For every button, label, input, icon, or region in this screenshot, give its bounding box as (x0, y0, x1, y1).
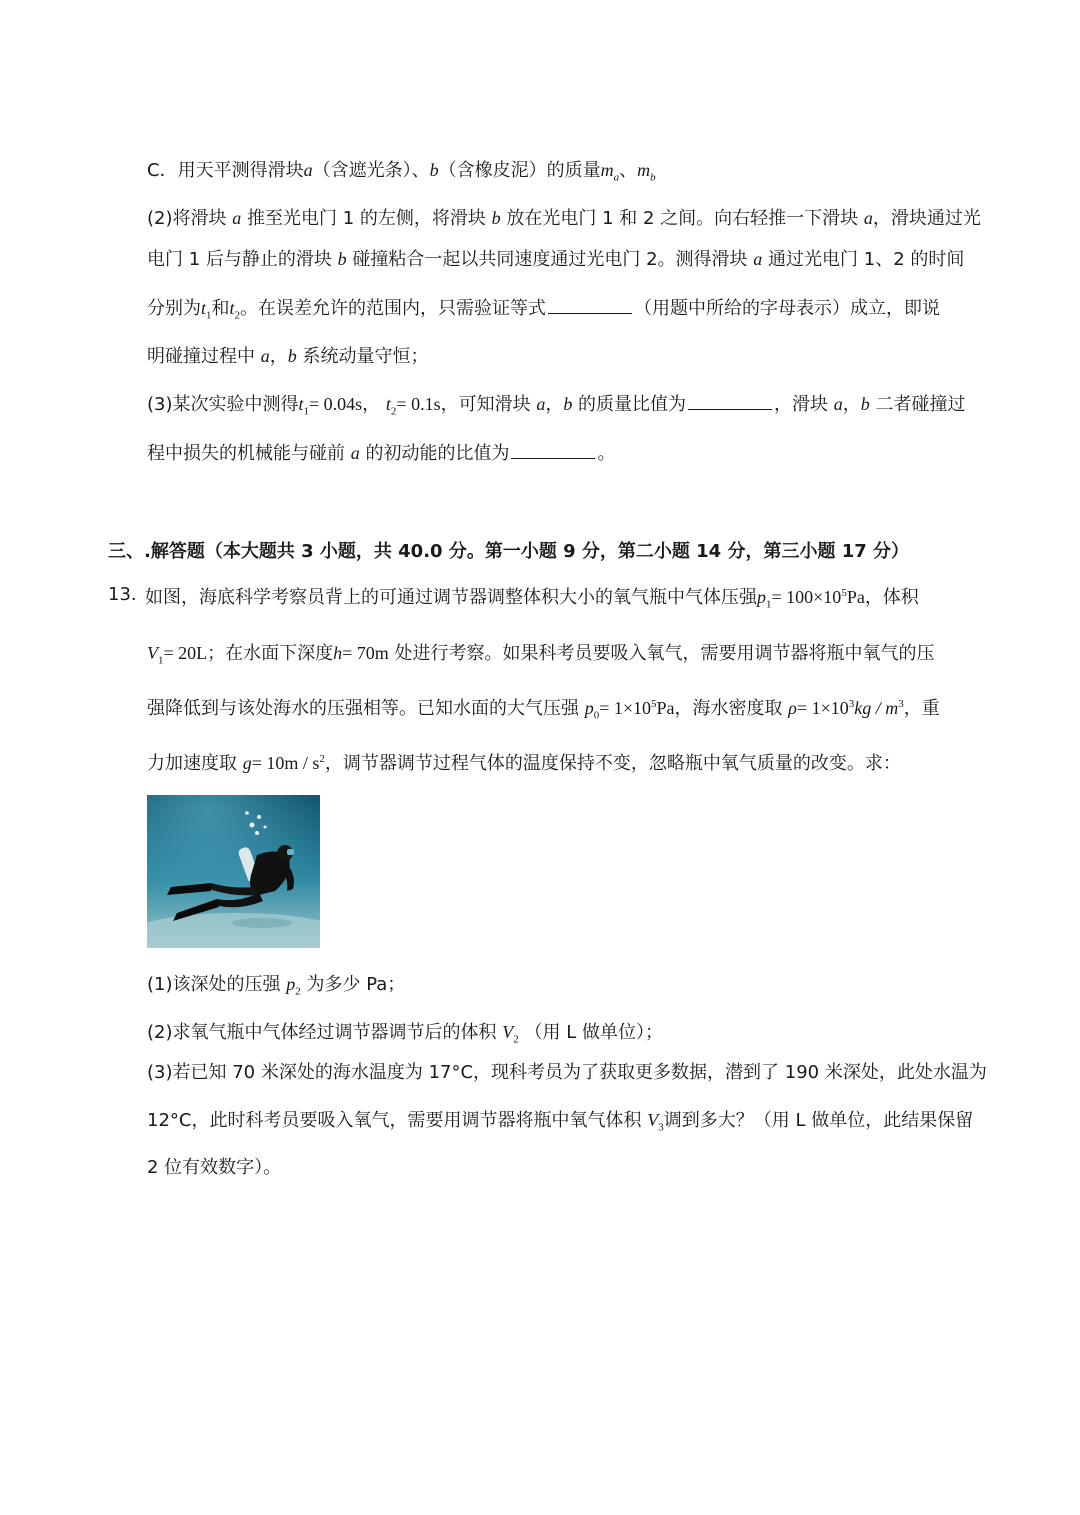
diver-illustration (147, 795, 320, 948)
scuba-diver-photo (147, 795, 320, 948)
q13-line4: 力加速度取 $g= 10m / s^2$，调节器调节过程气体的温度保持不变，忽略瓶中氧气质量的改变。求： (147, 753, 901, 774)
part2-line3: 分别为$t_1$和$t_2$。在误差允许的范围内，只需验证等式 （用题中所给的字母表示）成立，即说 (147, 295, 940, 322)
part3-line1: (3)某次实验中测得$t_1= 0.04s$， $t_2= 0.1s$，可知滑块 a，b 的质量比值为 ，滑块 a，b 二者碰撞过 (147, 391, 966, 418)
question-number: 13. (108, 584, 137, 605)
option-c: C．用天平测得滑块a（含遮光条）、b（含橡皮泥）的质量$m_a$、$m_b$ (147, 160, 656, 184)
answer-blank (548, 295, 632, 314)
subq-3-line1: (3)若已知 70 米深处的海水温度为 17°C，现科考员为了获取更多数据，潜到了 190 米深处，此处水温为 (147, 1062, 987, 1083)
q13-line2: $V_1= 20L$；在水面下深度h= 70m 处进行考察。如果科考员要吸入氧气，需要用调节器将瓶中氧气的压 (147, 643, 935, 667)
q13-line1: 如图，海底科学考察员背上的可通过调节器调整体积大小的氧气瓶中气体压强$p_1= 100\times 10^5Pa$，体积 (145, 587, 919, 611)
part2-line2: 电门 1 后与静止的滑块 b 碰撞粘合一起以共同速度通过光电门 2。测得滑块 a 通过光电门 1、2 的时间 (147, 249, 965, 270)
part2-line4: 明碰撞过程中 a，b 系统动量守恒； (147, 346, 429, 367)
subq-3-line2: 12°C，此时科考员要吸入氧气，需要用调节器将瓶中氧气体积 $V_3$调到多大？（用 L 做单位，此结果保留 (147, 1110, 974, 1134)
subq-3-line3: 2 位有效数字）。 (147, 1157, 282, 1178)
section-heading: 三、.解答题（本大题共 3 小题，共 40.0 分。第一小题 9 分，第二小题 14 分，第三小题 17 分） (108, 541, 910, 562)
answer-blank (688, 391, 772, 410)
q13-line3: 强降低到与该处海水的压强相等。已知水面的大气压强 $p_0= 1\times 10^5Pa$，海水密度取 $\rho= 1\times 10^3kg / m^3$，重 (147, 698, 940, 722)
part3-line2: 程中损失的机械能与碰前 a 的初动能的比值为 。 (147, 440, 615, 467)
part2-line1: (2)将滑块 a 推至光电门 1 的左侧，将滑块 b 放在光电门 1 和 2 之间。向右轻推一下滑块 a，滑块通过光 (147, 208, 981, 229)
subq-1: (1)该深处的压强 $p_2$ 为多少 Pa； (147, 974, 406, 998)
subq-2: (2)求氧气瓶中气体经过调节器调节后的体积 $V_2$ （用 L 做单位）； (147, 1022, 663, 1046)
answer-blank (511, 440, 595, 459)
